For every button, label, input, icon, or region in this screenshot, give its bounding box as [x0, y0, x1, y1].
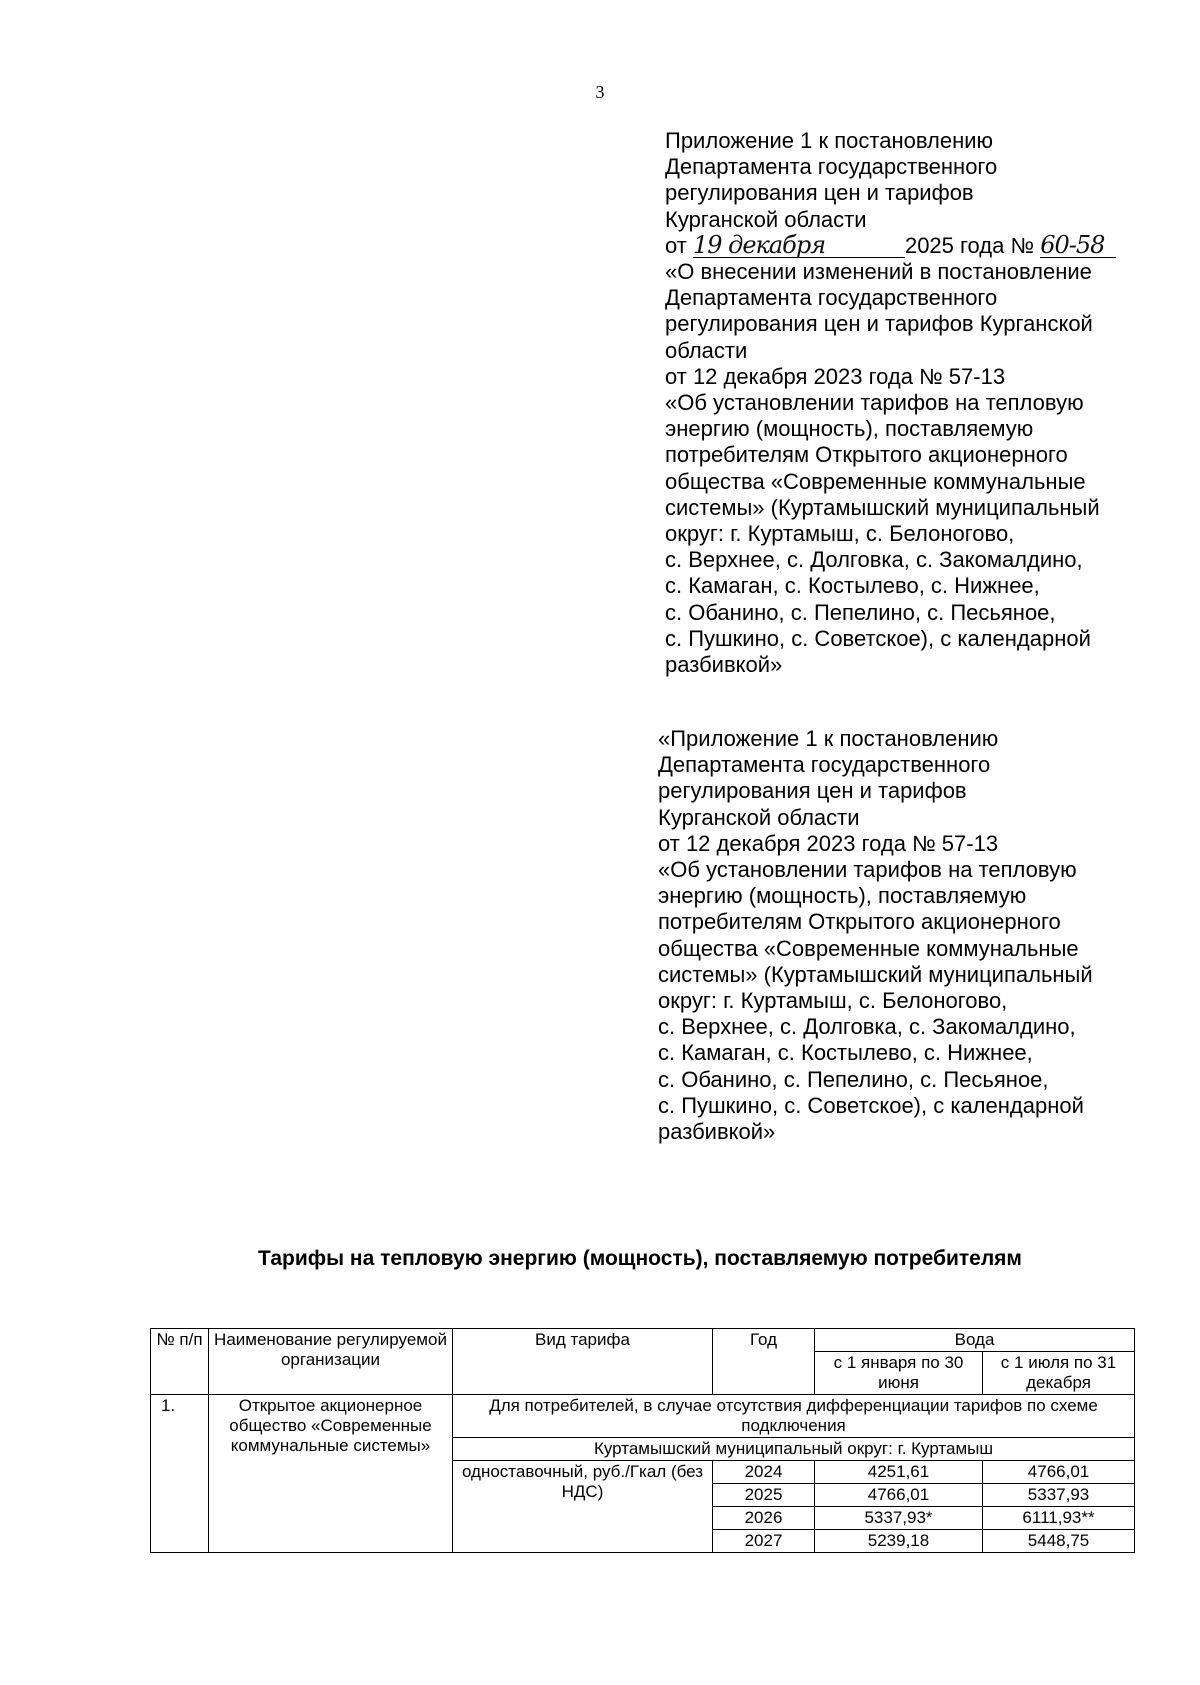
page-number: 3: [595, 82, 605, 102]
original-line: энергию (мощность), поставляемую: [658, 883, 1027, 909]
value-h2: 6111,93**: [983, 1507, 1135, 1530]
original-line: «Приложение 1 к постановлению: [658, 726, 999, 751]
year-cell: 2026: [713, 1507, 815, 1530]
appendix-line: области: [665, 337, 748, 363]
appendix-line: Департамента государственного: [665, 154, 998, 180]
org-name: Открытое акционерное общество «Современные коммунальные системы»: [209, 1395, 453, 1553]
appendix-line: «Об установлении тарифов на тепловую: [665, 390, 1084, 416]
tariff-kind: одноставочный, руб./Гкал (без НДС): [453, 1461, 713, 1553]
original-line: с. Обанино, с. Пепелино, с. Песьяное,: [658, 1066, 1049, 1092]
original-line: округ: г. Куртамыш, с. Белоногово,: [658, 988, 1008, 1014]
appendix-line: разбивкой»: [665, 652, 783, 678]
date-prefix: от: [665, 232, 687, 258]
appendix-line: потребителям Открытого акционерного: [665, 442, 1068, 468]
appendix-line: общества «Современные коммунальные: [665, 468, 1086, 494]
tariff-table: [150, 1328, 1135, 1553]
appendix-line: «О внесении изменений в постановление: [665, 259, 1092, 285]
appendix-line: Приложение 1 к постановлению: [665, 128, 994, 153]
appendix-line: округ: г. Куртамыш, с. Белоногово,: [665, 521, 1015, 547]
year-cell: 2027: [713, 1530, 815, 1553]
header-period-2: с 1 июля по 31 декабря: [983, 1352, 1135, 1395]
header-tariff-type: Вид тарифа: [453, 1329, 713, 1395]
handwritten-date: 19 декабря: [692, 230, 826, 259]
original-line: «Об установлении тарифов на тепловую: [658, 857, 1077, 883]
table-row: [151, 1395, 1135, 1438]
value-h2: 5337,93: [983, 1484, 1135, 1507]
appendix-line: с. Пушкино, с. Советское), с календарной: [665, 625, 1091, 651]
original-line: от 12 декабря 2023 года № 57-13: [658, 830, 999, 856]
value-h2: 5448,75: [983, 1530, 1135, 1553]
handwritten-date-field: [692, 230, 905, 259]
appendix-line: энергию (мощность), поставляемую: [665, 416, 1034, 442]
appendix-date-line: [665, 230, 1116, 259]
header-num: № п/п: [151, 1329, 209, 1395]
appendix-line: с. Верхнее, с. Долговка, с. Закомалдино,: [665, 547, 1083, 573]
district-label: Куртамышский муниципальный округ: г. Куртамыш: [453, 1438, 1135, 1461]
year-text: 2025 года №: [904, 232, 1035, 258]
original-line: регулирования цен и тарифов: [658, 778, 967, 804]
value-h1: 4766,01: [815, 1484, 983, 1507]
original-line: общества «Современные коммунальные: [658, 935, 1079, 961]
original-line: Департамента государственного: [658, 752, 991, 778]
row-number: 1.: [151, 1395, 209, 1553]
header-org: Наименование регулируемой организации: [209, 1329, 453, 1395]
original-line: потребителям Открытого акционерного: [658, 909, 1061, 935]
appendix-line: регулирования цен и тарифов Курганской: [665, 311, 1093, 337]
appendix-line: с. Обанино, с. Пепелино, с. Песьяное,: [665, 599, 1056, 625]
appendix-line: от 12 декабря 2023 года № 57-13: [665, 363, 1006, 389]
appendix-line: с. Камаган, с. Костылево, с. Нижнее,: [665, 573, 1040, 599]
tariff-title: Тарифы на тепловую энергию (мощность), поставляемую потребителям: [258, 1247, 1022, 1270]
value-h1: 5337,93*: [815, 1507, 983, 1530]
original-line: Курганской области: [658, 804, 860, 830]
original-line: с. Верхнее, с. Долговка, с. Закомалдино,: [658, 1014, 1076, 1040]
handwritten-number: 60-58: [1040, 230, 1105, 259]
appendix-line: Департамента государственного: [665, 285, 998, 311]
value-h2: 4766,01: [983, 1461, 1135, 1484]
year-cell: 2025: [713, 1484, 815, 1507]
header-period-1: с 1 января по 30 июня: [815, 1352, 983, 1395]
appendix-line: регулирования цен и тарифов: [665, 180, 974, 206]
year-cell: 2024: [713, 1461, 815, 1484]
original-line: с. Камаган, с. Костылево, с. Нижнее,: [658, 1040, 1033, 1066]
value-h1: 5239,18: [815, 1530, 983, 1553]
value-h1: 4251,61: [815, 1461, 983, 1484]
original-line: системы» (Куртамышский муниципальный: [658, 961, 1093, 987]
original-line: с. Пушкино, с. Советское), с календарной: [658, 1092, 1084, 1118]
original-line: разбивкой»: [658, 1119, 776, 1145]
header-water: Вода: [815, 1329, 1135, 1352]
appendix-line: системы» (Куртамышский муниципальный: [665, 494, 1100, 520]
handwritten-number-field: [1040, 230, 1116, 259]
table-header-row: [151, 1329, 1135, 1352]
appendix-header: [665, 128, 1116, 678]
original-appendix-header: [658, 726, 1093, 1145]
appendix-line: Курганской области: [665, 206, 867, 232]
header-year: Год: [713, 1329, 815, 1395]
consumer-note: Для потребителей, в случае отсутствия дифференциации тарифов по схеме подключения: [453, 1395, 1135, 1438]
